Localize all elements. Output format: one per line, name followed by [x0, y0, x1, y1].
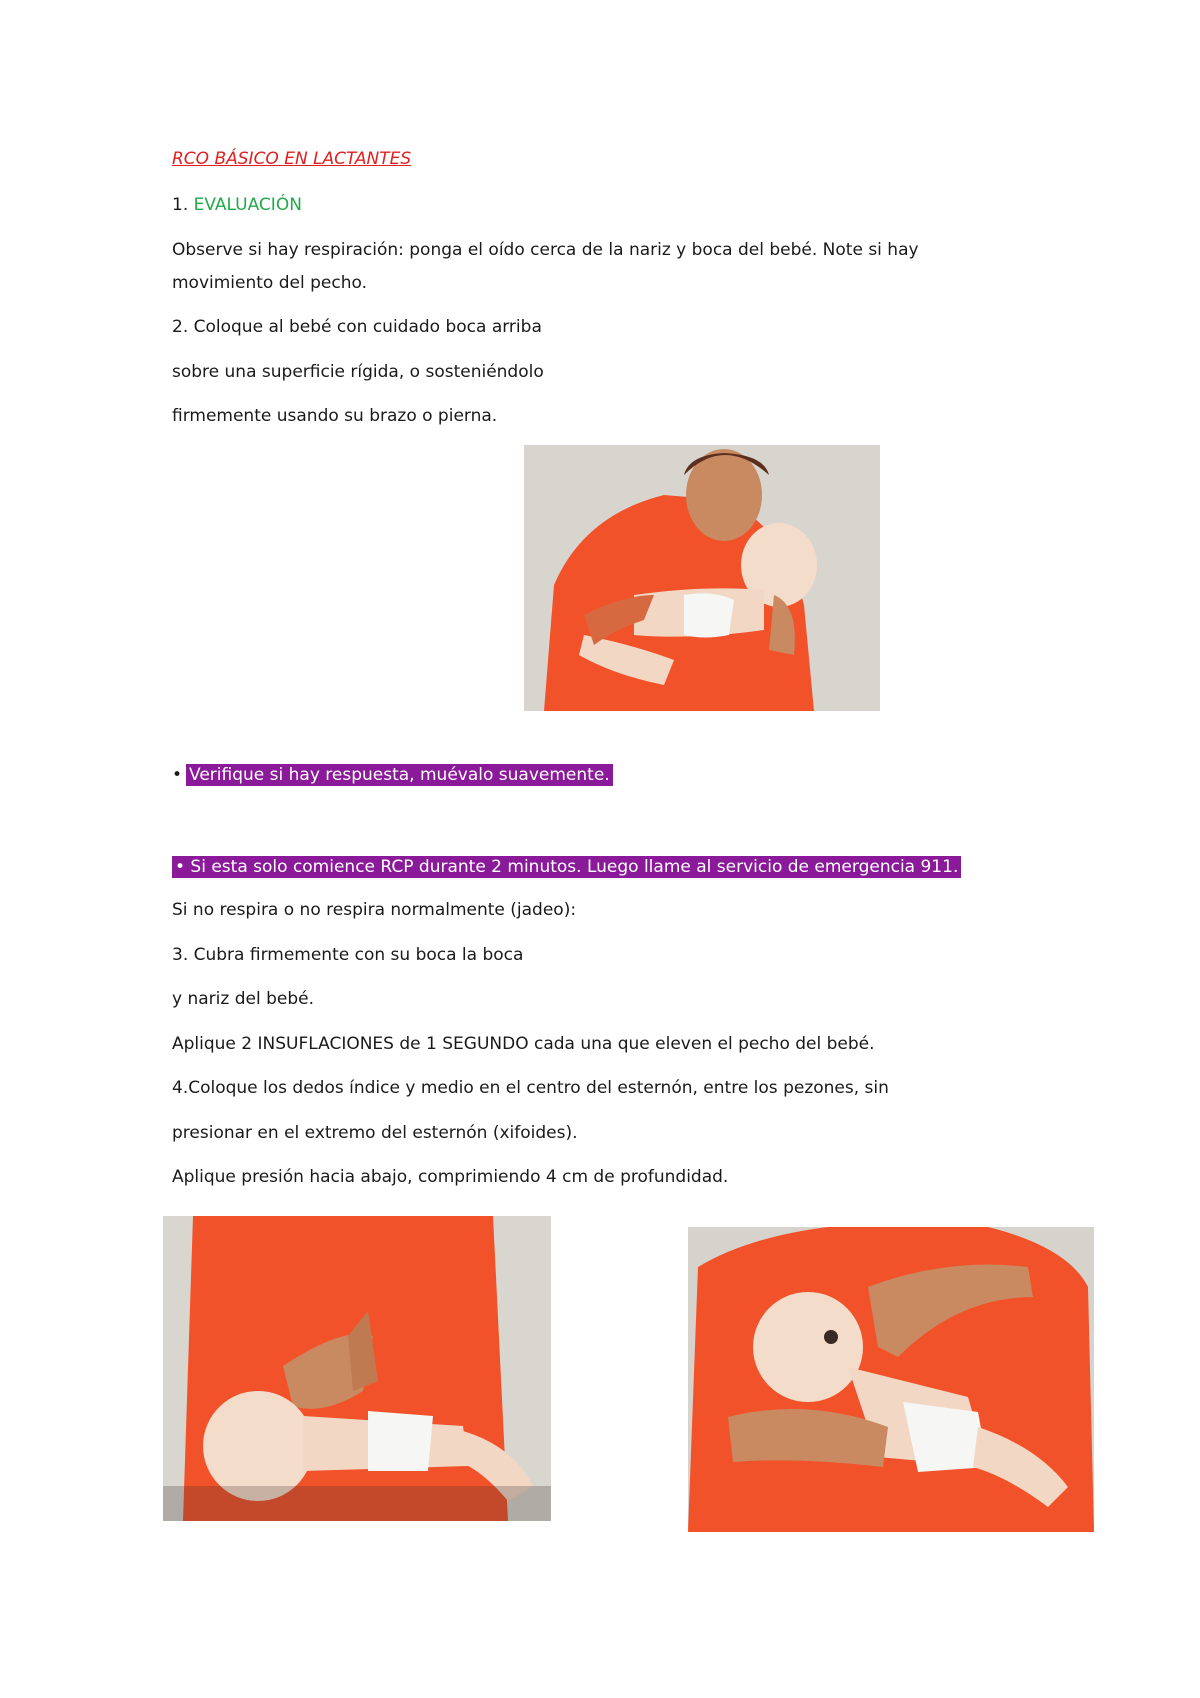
- step-2-line-2: sobre una superficie rígida, o sosteniéndolo: [172, 362, 544, 382]
- pressure-text: Aplique presión hacia abajo, comprimiendo 4 cm de profundidad.: [172, 1167, 729, 1187]
- step-4-line-2: presionar en el extremo del esternón (xifoides).: [172, 1123, 578, 1143]
- step-2-line-1: 2. Coloque al bebé con cuidado boca arriba: [172, 317, 542, 337]
- observe-text-line-2: movimiento del pecho.: [172, 273, 367, 293]
- cpr-alone-text: • Si esta solo comience RCP durante 2 minutos. Luego llame al servicio de emergencia 911.: [172, 856, 961, 878]
- bullet-icon: •: [172, 765, 183, 785]
- cpr-alone-bullet: [172, 856, 961, 878]
- response-bullet: [172, 764, 613, 786]
- no-breathing-text: Si no respira o no respira normalmente (jadeo):: [172, 900, 577, 920]
- rescuer-holding-infant-image: [524, 445, 880, 711]
- step-3-line-2: y nariz del bebé.: [172, 989, 314, 1009]
- insufflation-text: Aplique 2 INSUFLACIONES de 1 SEGUNDO cada una que eleven el pecho del bebé.: [172, 1034, 875, 1054]
- step-1-heading: [172, 194, 302, 216]
- step-2-line-3: firmemente usando su brazo o pierna.: [172, 406, 498, 426]
- step-1-number: 1.: [172, 195, 194, 215]
- rescuer-infant-lap-image: [163, 1216, 551, 1521]
- response-check-text: Verifique si hay respuesta, muévalo suavemente.: [186, 764, 613, 786]
- rescuer-compressions-image: [688, 1227, 1094, 1532]
- step-4-line-1: 4.Coloque los dedos índice y medio en el centro del esternón, entre los pezones, sin: [172, 1078, 889, 1098]
- observe-text-line-1: Observe si hay respiración: ponga el oído cerca de la nariz y boca del bebé. Note si hay: [172, 240, 919, 260]
- page-title: RCO BÁSICO EN LACTANTES: [172, 149, 412, 169]
- step-1-label: EVALUACIÓN: [193, 195, 302, 215]
- step-3-line-1: 3. Cubra firmemente con su boca la boca: [172, 945, 524, 965]
